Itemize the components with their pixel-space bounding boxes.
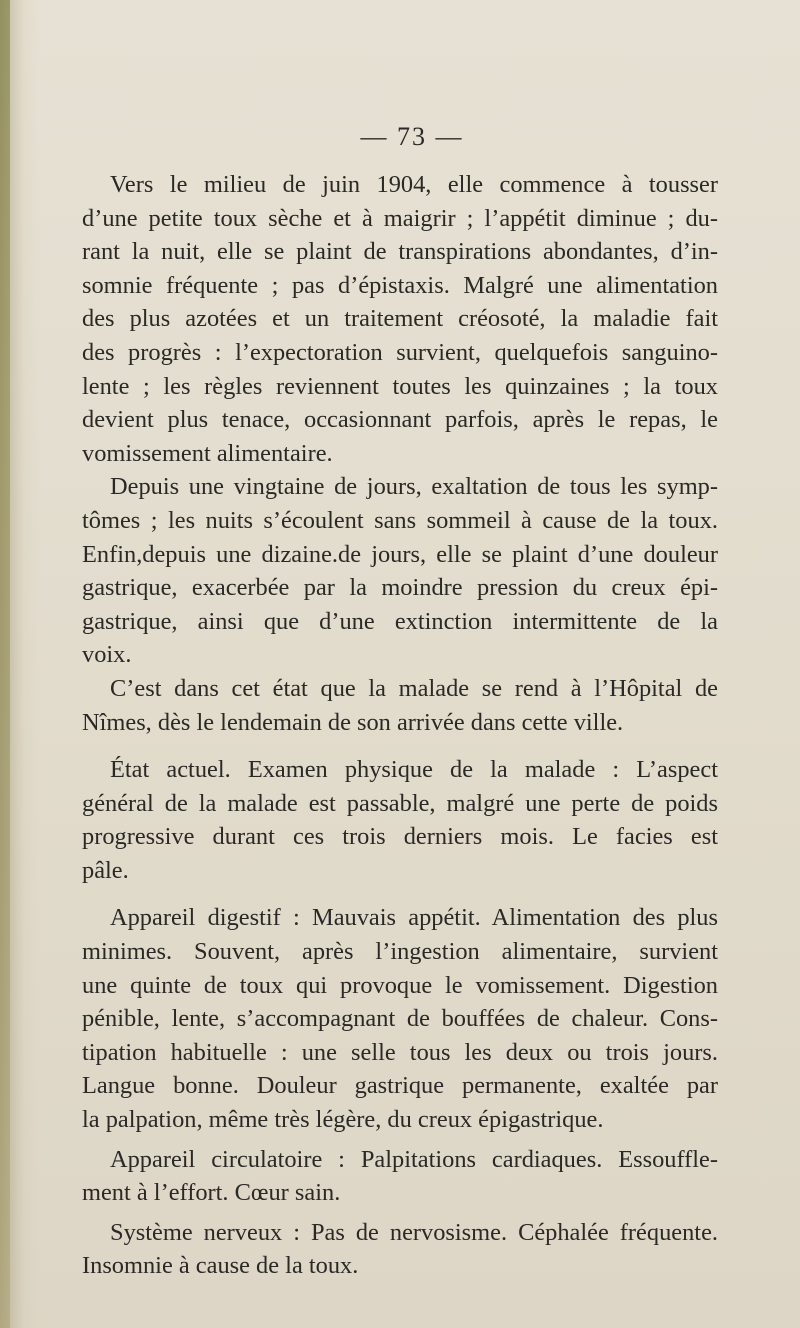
paragraph xyxy=(82,168,718,470)
text-line: pâle. xyxy=(82,856,129,884)
paragraph xyxy=(82,1216,718,1283)
text-line: des progrès : l’expectoration survient, quelquefois sanguino- xyxy=(82,338,718,366)
text-line: des plus azotées et un traitement créosoté, la maladie fait xyxy=(82,305,718,333)
text-line: Insomnie à cause de la toux. xyxy=(82,1252,359,1280)
text-line: Enfin,depuis une dizaine.de jours, elle se plaint d’une douleur xyxy=(82,540,718,568)
text-line: une quinte de toux qui provoque le vomissement. Digestion xyxy=(82,971,718,999)
text-line: Système nerveux : Pas de nervosisme. Céphalée fréquente. xyxy=(110,1218,718,1246)
paragraph xyxy=(82,470,718,672)
text-line: gastrique, exacerbée par la moindre pression du creux épi- xyxy=(82,574,718,602)
section-gap xyxy=(82,887,718,901)
text-line: rant la nuit, elle se plaint de transpirations abondantes, d’in- xyxy=(82,238,718,266)
paragraph xyxy=(82,901,718,1136)
text-line: Langue bonne. Douleur gastrique permanente, exaltée par xyxy=(82,1072,718,1100)
page-number: — 73 — xyxy=(360,122,464,151)
text-line: Appareil circulatoire : Palpitations cardiaques. Essouffle- xyxy=(110,1145,718,1173)
text-line: somnie fréquente ; pas d’épistaxis. Malgré une alimentation xyxy=(82,271,718,299)
text-line: minimes. Souvent, après l’ingestion alimentaire, survient xyxy=(82,938,718,966)
text-line: gastrique, ainsi que d’une extinction intermittente de la xyxy=(82,607,718,635)
section-gap xyxy=(82,739,718,753)
text-line: Vers le milieu de juin 1904, elle commence à tousser xyxy=(110,171,718,198)
text-line: général de la malade est passable, malgré une perte de poids xyxy=(82,789,718,817)
text-line: voix. xyxy=(82,641,132,669)
text-line: pénible, lente, s’accompagnant de bouffées de chaleur. Cons- xyxy=(82,1005,718,1033)
paragraph xyxy=(82,672,718,739)
text-line: ment à l’effort. Cœur sain. xyxy=(82,1179,341,1207)
text-line: tipation habituelle : une selle tous les deux ou trois jours. xyxy=(82,1038,718,1066)
paragraph xyxy=(82,1143,718,1210)
text-line: C’est dans cet état que la malade se rend à l’Hôpital de xyxy=(110,674,718,702)
text-line: tômes ; les nuits s’écoulent sans sommeil à cause de la toux. xyxy=(82,506,718,534)
text-line: d’une petite toux sèche et à maigrir ; l’appétit diminue ; du- xyxy=(82,204,718,232)
text-line: progressive durant ces trois derniers mois. Le facies est xyxy=(82,823,718,851)
text-line: Depuis une vingtaine de jours, exaltation de tous les symp- xyxy=(110,473,718,501)
text-line: lente ; les règles reviennent toutes les quinzaines ; la toux xyxy=(82,372,718,400)
body-text xyxy=(82,168,718,1283)
text-line: vomissement alimentaire. xyxy=(82,439,333,467)
text-line: devient plus tenace, occasionnant parfois, après le repas, le xyxy=(82,406,718,434)
text-line: Nîmes, dès le lendemain de son arrivée dans cette ville. xyxy=(82,708,624,736)
paragraph xyxy=(82,753,718,887)
text-line: Appareil digestif : Mauvais appétit. Alimentation des plus xyxy=(110,904,718,932)
binding-gutter xyxy=(0,0,10,1328)
text-line: État actuel. Examen physique de la malade : L’aspect xyxy=(110,756,718,784)
text-line: la palpation, même très légère, du creux épigastrique. xyxy=(82,1106,604,1134)
